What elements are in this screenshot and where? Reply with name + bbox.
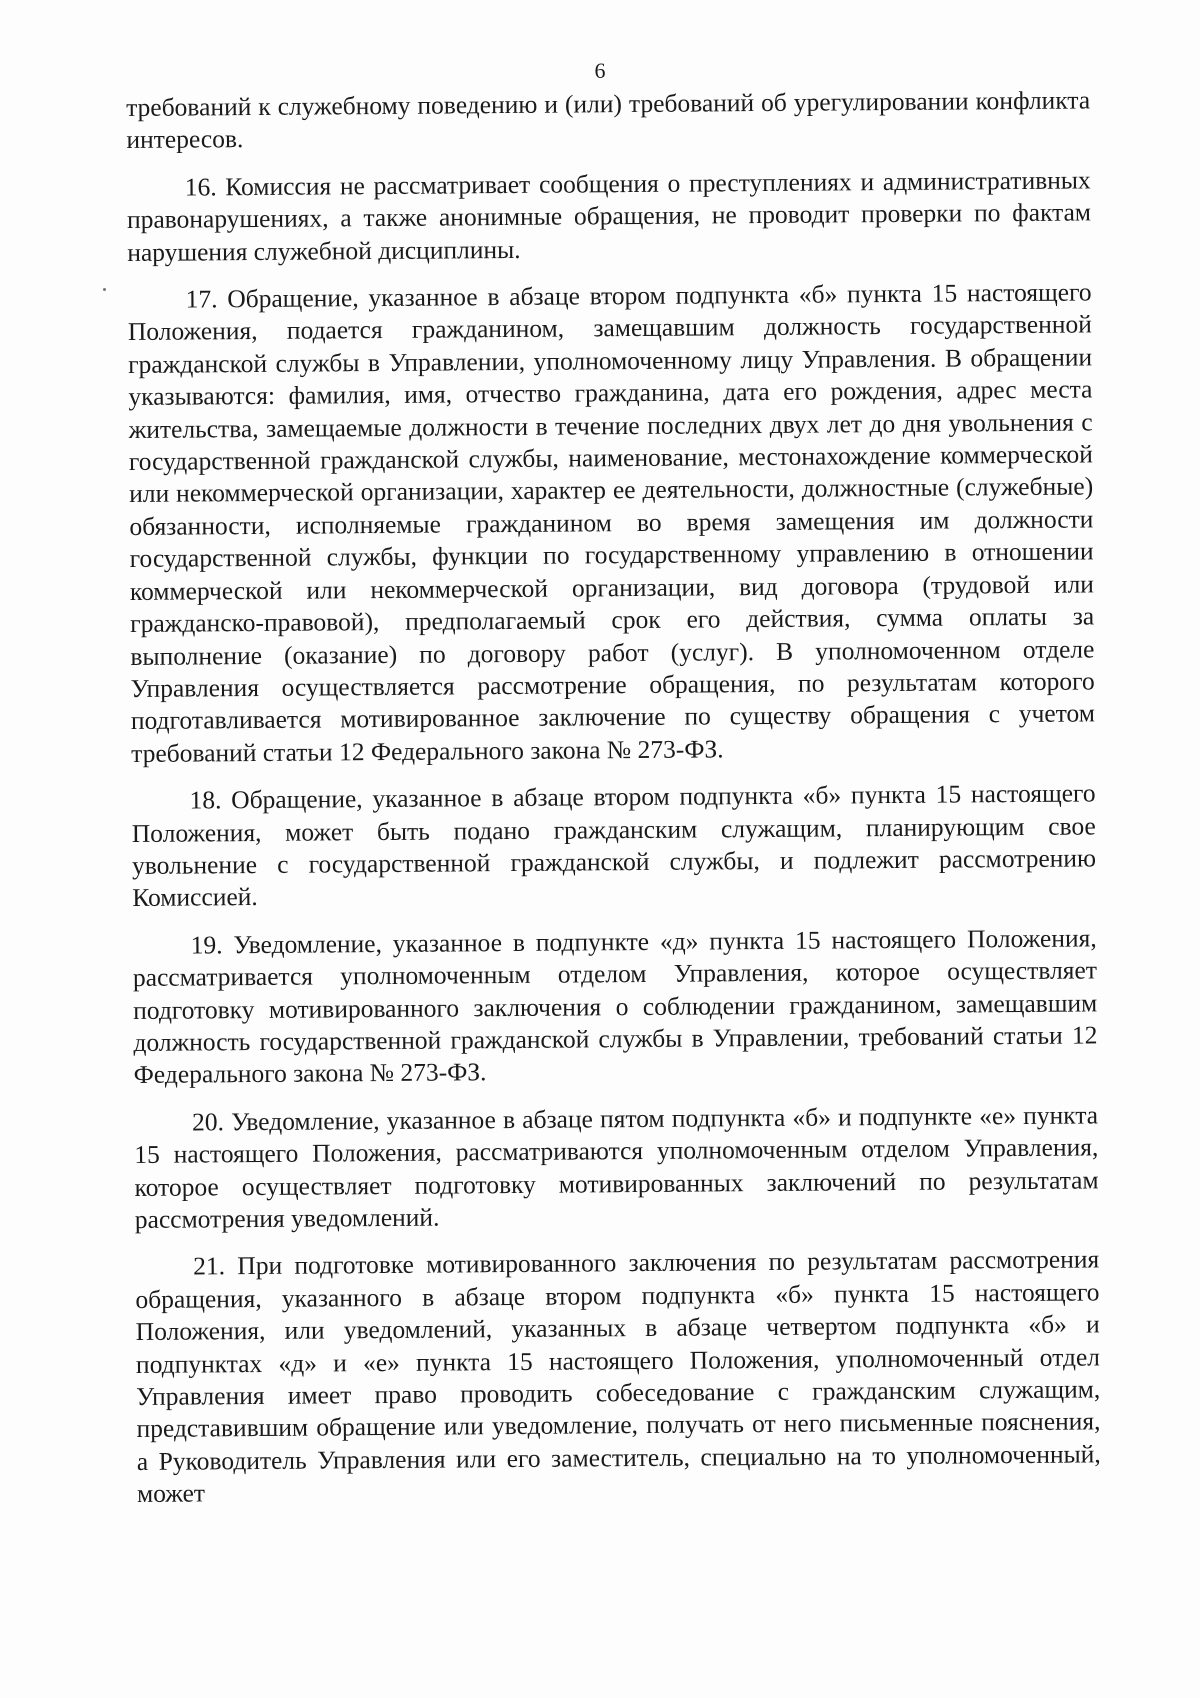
paragraph-continuation: требований к служебному поведению и (или) требований об урегулировании конфликта интересов. xyxy=(126,85,1091,155)
paragraph-21: 21. При подготовке мотивированного заключения по результатам рассмотрения обращения, указанного в абзаце втором подпункта «б» пункта 15 настоящего Положения, или уведомлений, указанных в абзаце четвертом подпункта «б» и подпунктах «д» и «е» пункта 15 настоящего Положения, уполномоченный отдел Управления имеет право проводить собеседование с гражданским служащим, представившим обращение или уведомление, получать от него письменные пояснения, а Руководитель Управления или его заместитель, специально на то уполномоченный, может xyxy=(135,1244,1101,1509)
page-number: 6 xyxy=(594,58,606,83)
paragraph-18: 18. Обращение, указанное в абзаце втором подпункта «б» пункта 15 настоящего Положения, может быть подано гражданским служащим, планирующим свое увольнение с государственной гражданской службы, и подлежит рассмотрению Комиссией. xyxy=(131,778,1097,913)
paragraph-16: 16. Комиссия не рассматривает сообщения о преступлениях и административных правонарушениях, а также анонимные обращения, не проводит проверки по фактам нарушения служебной дисциплины. xyxy=(126,165,1092,267)
paragraph-17: 17. Обращение, указанное в абзаце втором подпункта «б» пункта 15 настоящего Положения, подается гражданином, замещавшим должность государственной гражданской службы в Управлении, уполномоченному лицу Управления. В обращении указываются: фамилия, имя, отчество гражданина, дата его рождения, адрес места жительства, замещаемые должности в течение последних двух лет до дня увольнения с государственной гражданской службы, наименование, местонахождение коммерческой или некоммерческой организации, характер ее деятельности, должностные (служебные) обязанности, исполняемые гражданином во время замещения им должности государственной службы, функции по государственному управлению в отношении коммерческой или некоммерческой организации, вид договора (трудовой или гражданско-правовой), предполагаемый срок его действия, сумма оплаты за выполнение (оказание) по договору работ (услуг). В уполномоченном отделе Управления осуществляется рассмотрение обращения, по результатам которого подготавливается мотивированное заключение по существу обращения с учетом требований статьи 12 Федерального закона № 273-ФЗ. xyxy=(127,277,1096,768)
paragraph-20: 20. Уведомление, указанное в абзаце пятом подпункта «б» и подпункте «е» пункта 15 настоящего Положения, рассматриваются уполномоченным отделом Управления, которое осуществляет подготовку мотивированных заключений по результатам рассмотрения уведомлений. xyxy=(134,1100,1099,1234)
scan-artifact xyxy=(103,288,106,291)
paragraph-19: 19. Уведомление, указанное в подпункте «д» пункта 15 настоящего Положения, рассматривается уполномоченным отделом Управления, которое осуществляет подготовку мотивированного заключения о соблюдении гражданином, замещавшим должность государственной гражданской службы в Управлении, требований статьи 12 Федерального закона № 273-ФЗ. xyxy=(132,923,1098,1090)
document-body xyxy=(126,84,1101,1525)
